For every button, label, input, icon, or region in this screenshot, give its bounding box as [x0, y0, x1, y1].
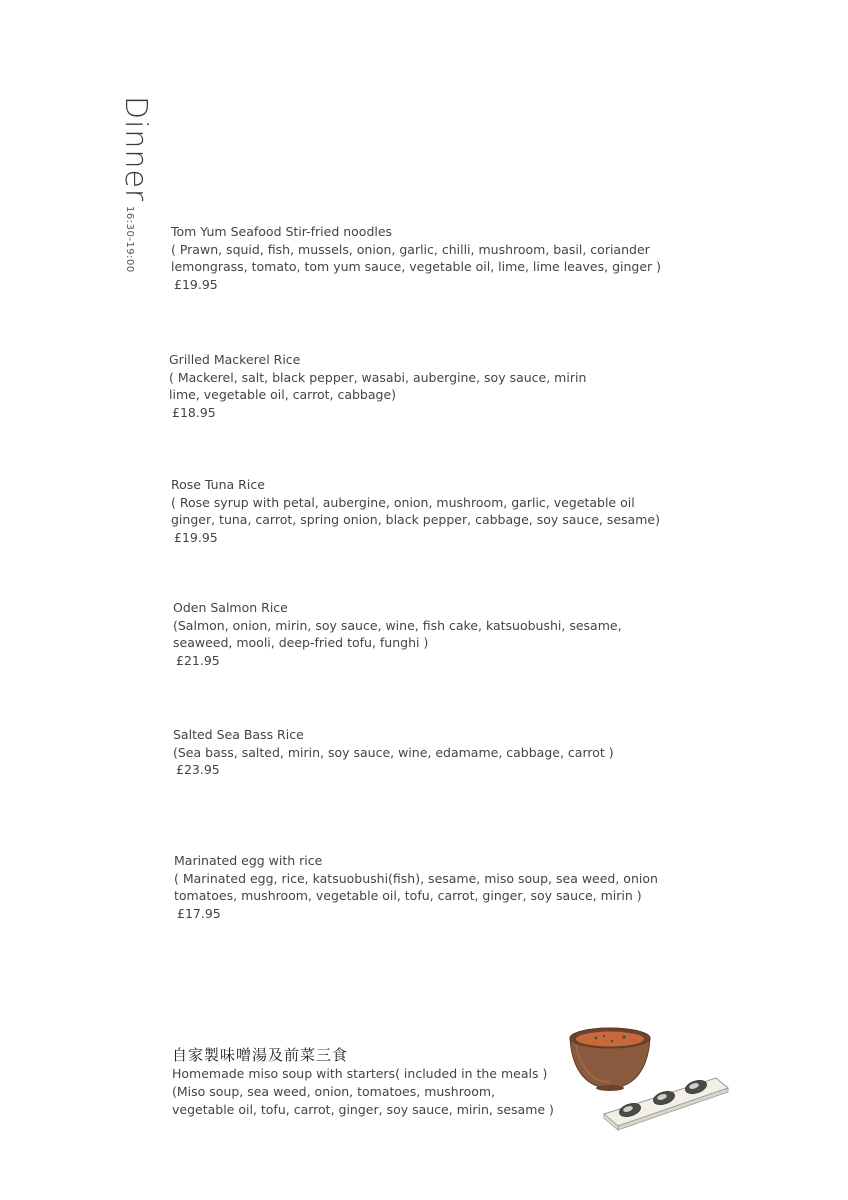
menu-item-name: Oden Salmon Rice — [173, 600, 288, 615]
menu-item-rose-tuna — [171, 476, 660, 546]
menu-item-price: £17.95 — [177, 905, 221, 921]
soup-title-english: Homemade miso soup with starters( included in the meals ) — [172, 1066, 548, 1081]
soup-description: (Miso soup, sea weed, onion, tomatoes, mushroom, — [172, 1084, 496, 1099]
menu-item-price: £19.95 — [174, 276, 218, 292]
menu-item-description: seaweed, mooli, deep-fried tofu, funghi ) — [173, 635, 429, 650]
menu-item-grilled-mackerel — [169, 351, 586, 421]
menu-item-description: ginger, tuna, carrot, spring onion, black pepper, cabbage, soy sauce, sesame) — [171, 512, 660, 527]
menu-item-description: lemongrass, tomato, tom yum sauce, vegetable oil, lime, lime leaves, ginger ) — [171, 259, 662, 274]
menu-item-price: £21.95 — [176, 652, 220, 668]
miso-bowl-icon — [570, 1028, 650, 1091]
menu-item-name: Tom Yum Seafood Stir-fried noodles — [171, 224, 393, 239]
menu-item-name: Rose Tuna Rice — [171, 477, 265, 492]
menu-item-description: ( Marinated egg, rice, katsuobushi(fish), sesame, miso soup, sea weed, onion — [174, 870, 658, 886]
soup-title-chinese: 自家製味噌湯及前菜三食 — [172, 1046, 349, 1064]
menu-item-oden-salmon — [173, 599, 622, 669]
menu-item-name: Salted Sea Bass Rice — [173, 727, 304, 742]
service-hours: 16:30-19:00 — [124, 206, 135, 273]
menu-item-description: lime, vegetable oil, carrot, cabbage) — [169, 387, 397, 402]
menu-item-tom-yum — [171, 223, 661, 293]
miso-soup-section — [172, 1046, 554, 1119]
miso-soup-and-starters-illustration — [566, 1022, 736, 1142]
menu-item-price: £19.95 — [174, 529, 218, 545]
menu-item-salted-sea-bass — [173, 726, 614, 779]
menu-item-name: Grilled Mackerel Rice — [169, 352, 301, 367]
soup-description: vegetable oil, tofu, carrot, ginger, soy sauce, mirin, sesame ) — [172, 1102, 554, 1117]
menu-item-name: Marinated egg with rice — [174, 853, 323, 868]
menu-item-price: £18.95 — [172, 404, 216, 420]
menu-item-marinated-egg — [174, 852, 658, 922]
menu-item-description: ( Rose syrup with petal, aubergine, onion, mushroom, garlic, vegetable oil — [171, 494, 635, 510]
menu-item-description: tomatoes, mushroom, vegetable oil, tofu, carrot, ginger, soy sauce, mirin ) — [174, 888, 642, 903]
menu-item-price: £23.95 — [176, 762, 220, 777]
menu-item-description: (Salmon, onion, mirin, soy sauce, wine, fish cake, katsuobushi, sesame, — [173, 617, 622, 633]
menu-item-description: ( Prawn, squid, fish, mussels, onion, garlic, chilli, mushroom, basil, coriander — [171, 241, 650, 257]
menu-item-description: (Sea bass, salted, mirin, soy sauce, wine, edamame, cabbage, carrot ) — [173, 744, 614, 760]
menu-item-description: ( Mackerel, salt, black pepper, wasabi, aubergine, soy sauce, mirin — [169, 369, 587, 385]
page-title: Dinner — [118, 96, 153, 203]
